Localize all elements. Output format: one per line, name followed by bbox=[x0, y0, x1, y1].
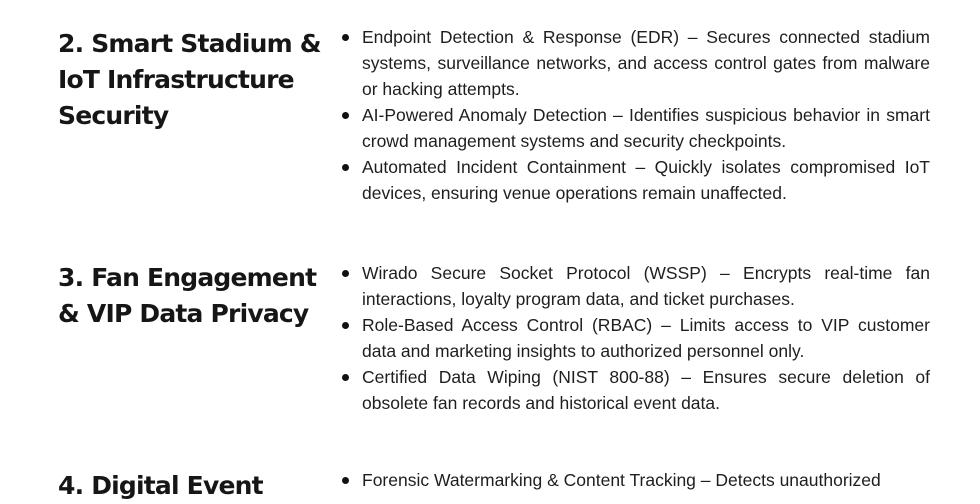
bullet-list bbox=[340, 24, 930, 206]
bullet-text: Wirado Secure Socket Protocol (WSSP) – Encrypts real-time fan interactions, loyalty program data, and ticket purchases. bbox=[362, 263, 930, 309]
list-item bbox=[340, 102, 930, 154]
bullet-icon bbox=[342, 477, 349, 484]
bullet-icon bbox=[342, 112, 349, 119]
bullet-list bbox=[340, 260, 930, 416]
bullet-text: Forensic Watermarking & Content Tracking – Detects unauthorized bbox=[362, 470, 881, 490]
bullet-text: Automated Incident Containment – Quickly isolates compromised IoT devices, ensuring venue operations remain unaffected. bbox=[362, 157, 930, 203]
section-heading: 4. Digital Event bbox=[58, 471, 263, 500]
bullet-icon bbox=[342, 322, 349, 329]
bullet-text: Endpoint Detection & Response (EDR) – Secures connected stadium systems, surveillance networks, and access control gates from malware or hacking attempts. bbox=[362, 27, 930, 99]
list-item bbox=[340, 312, 930, 364]
bullet-list bbox=[340, 467, 930, 493]
list-item bbox=[340, 154, 930, 206]
section-heading: 3. Fan Engagement & VIP Data Privacy bbox=[58, 263, 317, 328]
list-item bbox=[340, 364, 930, 416]
section-heading: 2. Smart Stadium & IoT Infrastructure Security bbox=[58, 29, 321, 130]
list-item bbox=[340, 24, 930, 102]
bullet-icon bbox=[342, 374, 349, 381]
bullet-text: Certified Data Wiping (NIST 800-88) – Ensures secure deletion of obsolete fan records and historical event data. bbox=[362, 367, 930, 413]
bullet-text: Role-Based Access Control (RBAC) – Limits access to VIP customer data and marketing insights to authorized personnel only. bbox=[362, 315, 930, 361]
bullet-icon bbox=[342, 164, 349, 171]
bullet-text: AI-Powered Anomaly Detection – Identifies suspicious behavior in smart crowd management systems and security checkpoints. bbox=[362, 105, 930, 151]
bullet-icon bbox=[342, 270, 349, 277]
list-item bbox=[340, 260, 930, 312]
list-item bbox=[340, 467, 930, 493]
bullet-icon bbox=[342, 34, 349, 41]
